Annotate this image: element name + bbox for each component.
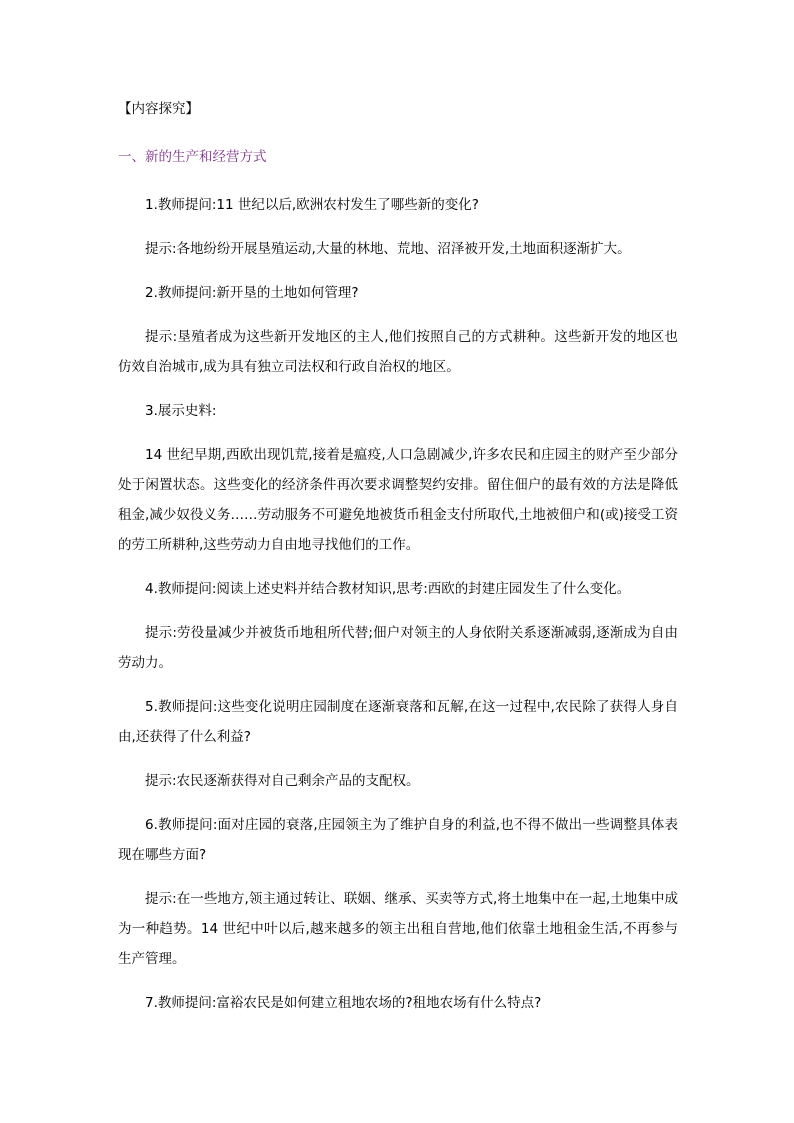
hint-paragraph: 提示:各地纷纷开展垦殖运动,大量的林地、荒地、沼泽被开发,土地面积逐渐扩大。 — [145, 241, 631, 257]
question-paragraph: 4.教师提问:阅读上述史料并结合教材知识,思考:西欧的封建庄园发生了什么变化。 — [145, 581, 631, 597]
content-inquiry-heading: 【内容探究】 — [118, 101, 199, 117]
question-paragraph: 1.教师提问:11 世纪以后,欧洲农村发生了哪些新的变化? — [145, 197, 479, 213]
hint-paragraph: 提示:在一些地方,领主通过转让、联姻、继承、买卖等方式,将土地集中在一起,土地集中成为一种趋势。14 世纪中叶以后,越来越多的领主出租自营地,他们依靠土地租金生活,不再参与生产管理。 — [118, 891, 678, 967]
hint-paragraph: 提示:垦殖者成为这些新开发地区的主人,他们按照自己的方式耕种。这些新开发的地区也仿效自治城市,成为具有独立司法权和行政自治权的地区。 — [118, 329, 678, 375]
document-body — [118, 98, 678, 1032]
question-paragraph: 2.教师提问:新开垦的土地如何管理? — [145, 285, 359, 301]
section-title: 一、新的生产和经营方式 — [118, 149, 267, 165]
question-paragraph: 6.教师提问:面对庄园的衰落,庄园领主为了维护自身的利益,也不得不做出一些调整具体表现在哪些方面? — [118, 817, 678, 863]
source-label-paragraph: 3.展示史料: — [145, 403, 217, 419]
question-paragraph: 7.教师提问:富裕农民是如何建立租地农场的?租地农场有什么特点? — [145, 995, 542, 1011]
hint-paragraph: 提示:劳役量减少并被货币地租所代替;佃户对领主的人身依附关系逐渐减弱,逐渐成为自由劳动力。 — [118, 625, 678, 671]
question-paragraph: 5.教师提问:这些变化说明庄园制度在逐渐衰落和瓦解,在这一过程中,农民除了获得人身自由,还获得了什么利益? — [118, 699, 678, 745]
hint-paragraph: 提示:农民逐渐获得对自己剩余产品的支配权。 — [145, 773, 420, 789]
historical-source-paragraph: 14 世纪早期,西欧出现饥荒,接着是瘟疫,人口急剧减少,许多农民和庄园主的财产至少部分处于闲置状态。这些变化的经济条件再次要求调整契约安排。留住佃户的最有效的方法是降低租金,减少奴役义务……劳动服务不可避免地被货币租金支付所取代,土地被佃户和(或)接受工资的劳工所耕种,这些劳动力自由地寻找他们的工作。 — [118, 447, 678, 553]
